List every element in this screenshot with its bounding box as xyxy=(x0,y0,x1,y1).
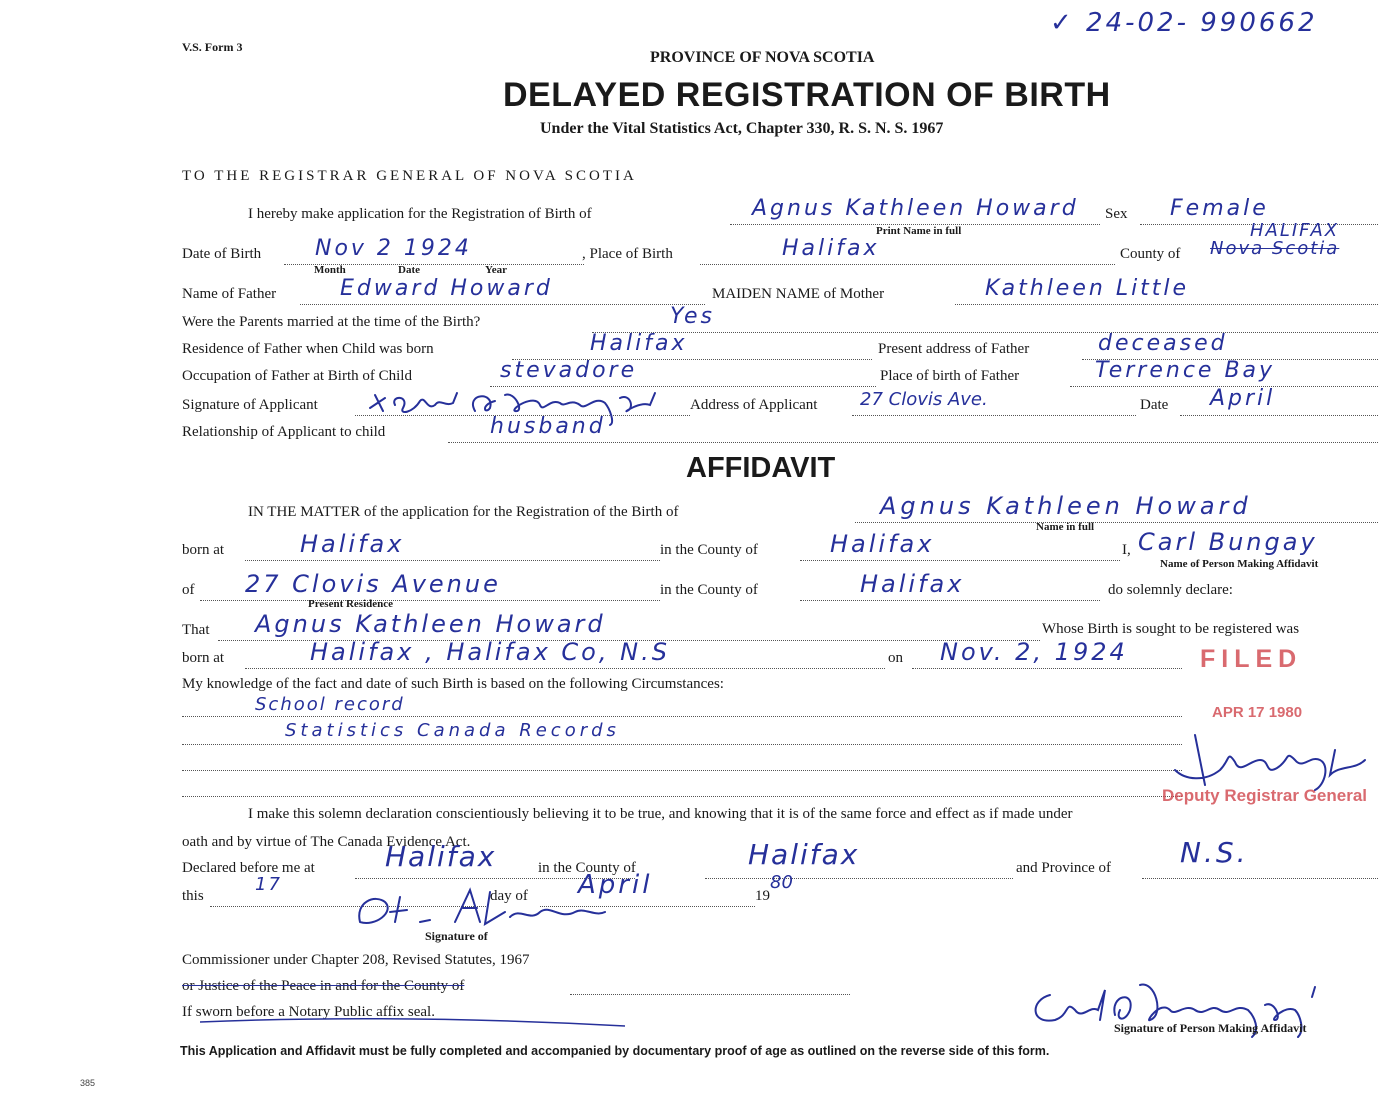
occupation-field[interactable]: stevadore xyxy=(500,358,638,383)
declared-county-label: in the County of xyxy=(538,860,636,876)
form-id: V.S. Form 3 xyxy=(182,40,243,54)
mother-label: MAIDEN NAME of Mother xyxy=(712,286,885,302)
name-caption: Name in full xyxy=(1036,521,1095,533)
affidavit-child-name[interactable]: Agnus Kathleen Howard xyxy=(880,492,1252,520)
year-prefix: 19 xyxy=(755,888,770,904)
this-label: this xyxy=(182,888,204,904)
commissioner-label: Commissioner under Chapter 208, Revised Statutes, 1967 xyxy=(182,952,530,968)
birth-place-field[interactable]: Halifax , Halifax Co, N.S xyxy=(310,638,670,666)
notary-strike-line xyxy=(195,1010,635,1034)
matter-label: IN THE MATTER of the application for the Registration of the Birth of xyxy=(248,504,679,520)
place-field[interactable]: Halifax xyxy=(782,236,880,261)
whose-birth-label: Whose Birth is sought to be registered was xyxy=(1042,621,1300,637)
circumstance-1[interactable]: School record xyxy=(255,694,405,715)
sex-label: Sex xyxy=(1105,206,1128,222)
born-at-label-2: born at xyxy=(182,650,225,666)
declare-label: do solemnly declare: xyxy=(1108,582,1233,598)
date-label: Date xyxy=(1140,397,1169,413)
relationship-field[interactable]: husband xyxy=(490,414,606,439)
deponent-signature-label: Signature of Person Making Affidavit xyxy=(1114,1021,1307,1035)
knowledge-label: My knowledge of the fact and date of such Birth is based on the following Circumstances: xyxy=(182,676,724,692)
residence-label: Residence of Father when Child was born xyxy=(182,341,434,357)
circumstance-2[interactable]: Statistics Canada Records xyxy=(285,720,620,741)
that-name-field[interactable]: Agnus Kathleen Howard xyxy=(255,610,606,638)
date-field[interactable]: April xyxy=(1210,386,1276,411)
sex-field[interactable]: Female xyxy=(1170,196,1269,221)
residence-county-field[interactable]: Halifax xyxy=(860,570,965,598)
on-label: on xyxy=(888,650,903,666)
applicant-signature-label: Signature of Applicant xyxy=(182,397,318,413)
affidavit-county-field[interactable]: Halifax xyxy=(830,530,935,558)
serial-number: ✓ 24-02- 990662 xyxy=(1050,8,1318,38)
father-label: Name of Father xyxy=(182,286,277,302)
married-label: Were the Parents married at the time of the Birth? xyxy=(182,314,481,330)
father-birthplace-field[interactable]: Terrence Bay xyxy=(1095,358,1276,383)
declared-at-field[interactable]: Halifax xyxy=(385,840,497,873)
filed-date-stamp: APR 17 1980 xyxy=(1212,704,1303,721)
county-struck: Nova Scotia xyxy=(1210,238,1340,259)
county-label: County of xyxy=(1120,246,1181,262)
deponent-field[interactable]: Carl Bungay xyxy=(1138,528,1318,556)
place-label: , Place of Birth xyxy=(582,246,673,262)
year-field[interactable]: 80 xyxy=(770,872,793,893)
dob-field[interactable]: Nov 2 1924 xyxy=(315,236,472,261)
declared-label: Declared before me at xyxy=(182,860,315,876)
year-caption: Year xyxy=(485,264,507,276)
month-field[interactable]: April xyxy=(578,870,653,900)
that-label: That xyxy=(182,622,210,638)
day-label: day of xyxy=(490,888,528,904)
father-birthplace-label: Place of birth of Father xyxy=(880,368,1020,384)
print-name-caption: Print Name in full xyxy=(876,225,962,237)
declaration-line-1: I make this solemn declaration conscientiously believing it to be true, and knowing that it is of the same force and effect as if made under xyxy=(248,806,1073,822)
filed-stamp: FILED xyxy=(1200,645,1303,673)
child-name-field[interactable]: Agnus Kathleen Howard xyxy=(752,196,1079,221)
month-caption: Month xyxy=(314,264,346,276)
present-address-label: Present address of Father xyxy=(878,341,1030,357)
residence-field[interactable]: 27 Clovis Avenue xyxy=(245,570,501,598)
dob-label: Date of Birth xyxy=(182,246,262,262)
applicant-address-field[interactable]: 27 Clovis Ave. xyxy=(860,389,988,410)
commissioner-signature xyxy=(345,882,615,934)
of-label: of xyxy=(182,582,195,598)
present-address-field[interactable]: deceased xyxy=(1098,331,1228,356)
footer-code: 385 xyxy=(80,1078,96,1088)
born-at-label: born at xyxy=(182,542,225,558)
declared-province-field[interactable]: N.S. xyxy=(1180,836,1249,869)
in-county-label: in the County of xyxy=(660,542,758,558)
date-caption: Date xyxy=(398,264,420,276)
province-label: and Province of xyxy=(1016,860,1111,876)
form-subtitle: Under the Vital Statistics Act, Chapter 330, R. S. N. S. 1967 xyxy=(540,120,944,137)
county-field[interactable]: HALIFAX xyxy=(1250,220,1340,241)
father-field[interactable]: Edward Howard xyxy=(340,276,553,301)
i-label: I, xyxy=(1122,542,1131,558)
day-field[interactable]: 17 xyxy=(255,874,282,895)
intro-label: I hereby make application for the Registration of Birth of xyxy=(248,206,592,222)
married-field[interactable]: Yes xyxy=(670,304,716,329)
occupation-label: Occupation of Father at Birth of Child xyxy=(182,368,412,384)
justice-label: or Justice of the Peace in and for the County of xyxy=(182,978,465,994)
registrar-signature xyxy=(1165,730,1385,800)
declaration-line-2: oath and by virtue of The Canada Evidence Act. xyxy=(182,834,471,850)
deponent-caption: Name of Person Making Affidavit xyxy=(1160,558,1319,570)
applicant-address-label: Address of Applicant xyxy=(690,397,818,413)
declared-county-field[interactable]: Halifax xyxy=(748,838,860,871)
signature-of-label: Signature of xyxy=(425,929,488,943)
form-title: DELAYED REGISTRATION OF BIRTH xyxy=(503,76,1111,114)
born-at-field[interactable]: Halifax xyxy=(300,530,405,558)
deputy-registrar-stamp: Deputy Registrar General xyxy=(1162,786,1368,805)
residence-caption: Present Residence xyxy=(308,598,394,610)
addressee: TO THE REGISTRAR GENERAL OF NOVA SCOTIA xyxy=(182,168,637,184)
affidavit-heading: AFFIDAVIT xyxy=(686,452,836,484)
relationship-label: Relationship of Applicant to child xyxy=(182,424,386,440)
notary-label: If sworn before a Notary Public affix seal. xyxy=(182,1004,435,1020)
residence-field[interactable]: Halifax xyxy=(590,331,688,356)
birth-date-field[interactable]: Nov. 2, 1924 xyxy=(940,638,1128,666)
mother-field[interactable]: Kathleen Little xyxy=(985,276,1190,301)
province-heading: PROVINCE OF NOVA SCOTIA xyxy=(650,49,875,66)
footer-note: This Application and Affidavit must be fully completed and accompanied by documentary proof of age as outlined on the reverse side of this form. xyxy=(180,1044,1050,1058)
in-county-label-2: in the County of xyxy=(660,582,758,598)
